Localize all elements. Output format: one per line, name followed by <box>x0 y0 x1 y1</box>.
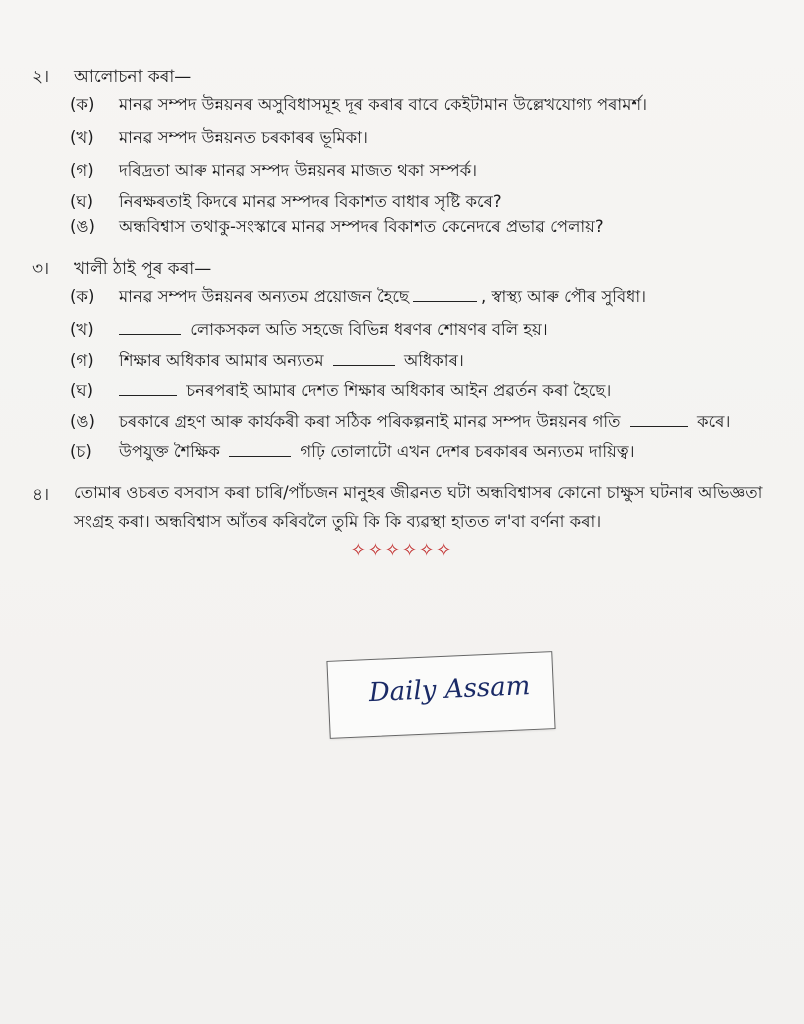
item-text <box>119 378 611 405</box>
q2-item-gha <box>0 189 804 217</box>
item-label: (ঘ) <box>70 381 94 400</box>
question-2-heading: আলোচনা কৰা— <box>74 67 192 87</box>
question-4-line-1: তোমাৰ ওচৰত বসবাস কৰা চাৰি/পাঁচজন মানুহৰ জীৱনত ঘটা অন্ধবিশ্বাসৰ কোনো চাক্ষুস ঘটনাৰ অভিজ্ঞতা <box>74 483 763 502</box>
item-text: অন্ধবিশ্বাস তথাকু-সংস্কাৰে মানৱ সম্পদৰ বিকাশত কেনেদৰে প্ৰভাৱ পেলায়? <box>119 217 604 236</box>
question-3-number: ৩। <box>32 259 50 279</box>
item-label: (ঙ) <box>70 412 95 431</box>
fill-blank <box>119 333 181 335</box>
item-label: (ঘ) <box>70 192 94 211</box>
fill-blank <box>333 364 395 366</box>
item-label: (ক) <box>70 287 95 306</box>
item-text <box>119 439 635 466</box>
item-text-before: চৰকাৰে গ্ৰহণ আৰু কাৰ্যকৰী কৰা সঠিক পৰিকল্পনাই মানৱ সম্পদ উন্নয়নৰ গতি <box>119 412 621 431</box>
item-text <box>119 409 730 436</box>
question-3-heading: খালী ঠাই পূৰ কৰা— <box>74 259 212 279</box>
fill-blank <box>119 394 177 396</box>
q3-item-cha <box>0 439 804 467</box>
watermark-stamp <box>326 651 555 739</box>
item-text: নিৰক্ষৰতাই কিদৰে মানৱ সম্পদৰ বিকাশত বাধাৰ সৃষ্টি কৰে? <box>119 192 502 211</box>
item-label: (চ) <box>70 442 92 461</box>
item-text: মানৱ সম্পদ উন্নয়নৰ অসুবিধাসমূহ দূৰ কৰাৰ বাবে কেইটামান উল্লেখযোগ্য পৰামৰ্শ। <box>119 95 648 114</box>
item-text-after: , স্বাস্থ্য আৰু পৌৰ সুবিধা। <box>481 287 647 306</box>
stamp-signature-text: Daily Assam <box>368 671 531 709</box>
item-text <box>119 284 646 311</box>
item-text-after: কৰে। <box>697 412 731 431</box>
item-text <box>119 348 464 375</box>
item-text: দৰিদ্ৰতা আৰু মানৱ সম্পদ উন্নয়নৰ মাজত থকা সম্পৰ্ক। <box>119 161 478 180</box>
item-label: (গ) <box>70 351 94 370</box>
item-text-after: লোকসকল অতি সহজে বিভিন্ন ধৰণৰ শোষণৰ বলি হয়। <box>190 320 548 339</box>
fill-blank <box>630 425 688 427</box>
ornament-divider: ✧✧✧✧✧✧ <box>350 540 454 561</box>
q3-item-ga <box>0 348 804 376</box>
item-text-before: শিক্ষাৰ অধিকাৰ আমাৰ অন্যতম <box>119 351 324 370</box>
item-label: (খ) <box>70 128 94 147</box>
question-4-text <box>74 478 774 536</box>
q3-item-unga <box>0 409 804 437</box>
question-2-number: ২। <box>32 67 50 87</box>
q3-item-gha <box>0 378 804 406</box>
item-text-before: উপযুক্ত শৈক্ষিক <box>119 442 220 461</box>
q3-item-ka <box>0 284 804 312</box>
item-text-after: অধিকাৰ। <box>404 351 464 370</box>
q2-item-ka <box>0 92 804 120</box>
item-text: মানৱ সম্পদ উন্নয়নত চৰকাৰৰ ভূমিকা। <box>119 128 368 147</box>
q2-item-kha <box>0 125 804 153</box>
item-label: (গ) <box>70 161 94 180</box>
item-text <box>119 317 548 344</box>
fill-blank <box>229 455 291 457</box>
item-text-before: মানৱ সম্পদ উন্নয়নৰ অন্যতম প্ৰয়োজন হৈছে <box>119 287 409 306</box>
item-text-after: চনৰপৰাই আমাৰ দেশত শিক্ষাৰ অধিকাৰ আইন প্ৰৱৰ্তন কৰা হৈছে। <box>186 381 612 400</box>
fill-blank <box>413 300 477 302</box>
item-label: (ঙ) <box>70 217 95 236</box>
item-label: (ক) <box>70 95 95 114</box>
question-4-line-2: সংগ্ৰহ কৰা। অন্ধবিশ্বাস আঁতৰ কৰিবলৈ তুমি কি কি ব্যৱস্থা হাতত ল'বা বৰ্ণনা কৰা। <box>74 512 602 531</box>
q3-item-kha <box>0 317 804 345</box>
question-4-number: ৪। <box>32 485 50 505</box>
item-text-after: গঢ়ি তোলাটো এখন দেশৰ চৰকাৰৰ অন্যতম দায়িত্ব। <box>300 442 635 461</box>
q2-item-unga <box>0 214 804 242</box>
q2-item-ga <box>0 158 804 186</box>
item-label: (খ) <box>70 320 94 339</box>
